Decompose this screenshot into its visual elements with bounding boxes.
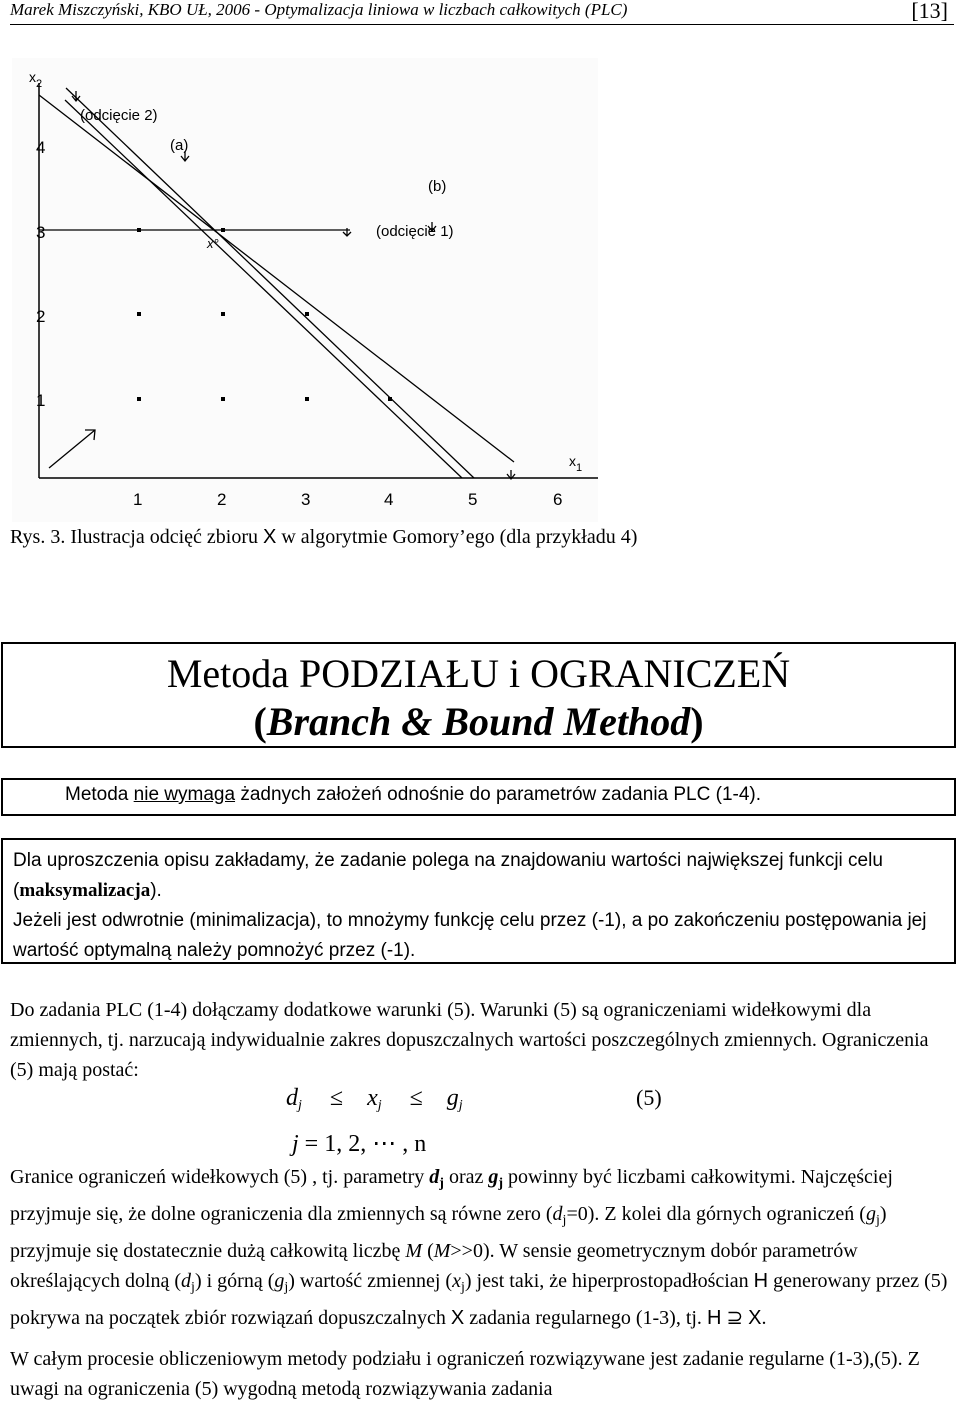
- y-tick-label: 2: [36, 307, 46, 326]
- x-axis-label: $x_1$: [569, 453, 583, 474]
- x-tick-label: 1: [133, 490, 143, 509]
- y-tick-label: 4: [36, 138, 46, 157]
- y-tick-label: 1: [36, 391, 46, 410]
- x-tick-label: 5: [468, 490, 478, 509]
- header-text: Marek Miszczyński, KBO UŁ, 2006 - Optymalizacja liniowa w liczbach całkowitych (PLC): [10, 0, 628, 19]
- formula-index-range: j = 1, 2, ⋯ , n: [292, 1131, 427, 1157]
- page-number: [13]: [911, 0, 948, 23]
- assumption-paragraph: Dla uproszczenia opisu zakładamy, że zadanie polega na znajdowaniu wartości największej funkcji celu (maksymalizacja).: [13, 850, 883, 901]
- y-axis-label: $x_2$: [29, 69, 43, 90]
- section-subtitle: (Branch & Bound Method): [253, 699, 704, 744]
- label-a: (a): [170, 137, 189, 154]
- label-x-optimal: x°: [207, 236, 219, 251]
- gomory-figure: [12, 58, 598, 522]
- intro-box: Metoda nie wymaga żadnych założeń odnośnie do parametrów zadania PLC (1-4).: [1, 778, 956, 816]
- label-cut-2: (odcięcie 2): [80, 107, 158, 124]
- page-header: [10, 0, 954, 25]
- formula-bounds: $d_j \le x_j \le g_j$: [286, 1085, 463, 1113]
- label-b: (b): [428, 178, 447, 195]
- figure-caption: Rys. 3. Ilustracja odcięć zbioru X w algorytmie Gomory’ego (dla przykładu 4): [10, 526, 638, 548]
- paragraph-process: W całym procesie obliczeniowym metody podziału i ograniczeń rozwiązywane jest zadanie regularne (1-3),(5). Z uwagi na ograniczenia (5) wygodną metodą rozwiązywania zadania: [10, 1348, 920, 1400]
- minimization-paragraph: Jeżeli jest odwrotnie (minimalizacja), to mnożymy funkcję celu przez (-1), a po zakończeniu postępowania jej wartość optymalną należy pomnożyć przez (-1).: [13, 910, 927, 961]
- label-cut-1: (odcięcie 1): [376, 223, 454, 240]
- section-title-box: [1, 642, 956, 748]
- paragraph-constraints: Do zadania PLC (1-4) dołączamy dodatkowe warunki (5). Warunki (5) są ograniczeniami widełkowymi dla zmiennych, tj. narzucają indywidualnie zakres dopuszczalnych wartości poszczególnych zmiennych. Ograniczenia (5) mają postać:: [10, 999, 929, 1081]
- gomory-plot: [12, 58, 598, 522]
- x-tick-label: 6: [553, 490, 563, 509]
- assumption-box: [1, 838, 956, 964]
- formula-number: (5): [636, 1085, 662, 1110]
- paragraph-bounds: Granice ograniczeń widełkowych (5) , tj. parametry $d_j$ oraz $g_j$ powinny być liczbami całkowitymi. Najczęściej przyjmuje się, że dolne ograniczenia dla zmiennych są równe zero $(d_j=0)$. Z kolei dla górnych ograniczeń $(g_j)$ przyjmuje się dostatecznie dużą całkowitą liczbę M (M>>0). W sensie geometrycznym dobór parametrów określających dolną $(d_j)$ i górną $(g_j)$ wartość zmiennej $(x_j)$ jest taki, że hiperprostopadłościan H generowany przez (5) pokrywa na początek zbiór rozwiązań dopuszczalnych X zadania regularnego (1-3), tj. H ⊇ X.: [10, 1166, 948, 1329]
- x-tick-label: 4: [384, 490, 394, 509]
- x-tick-label: 2: [217, 490, 227, 509]
- y-tick-label: 3: [36, 223, 46, 242]
- section-title: Metoda PODZIAŁU i OGRANICZEŃ: [166, 651, 791, 696]
- x-tick-label: 3: [301, 490, 311, 509]
